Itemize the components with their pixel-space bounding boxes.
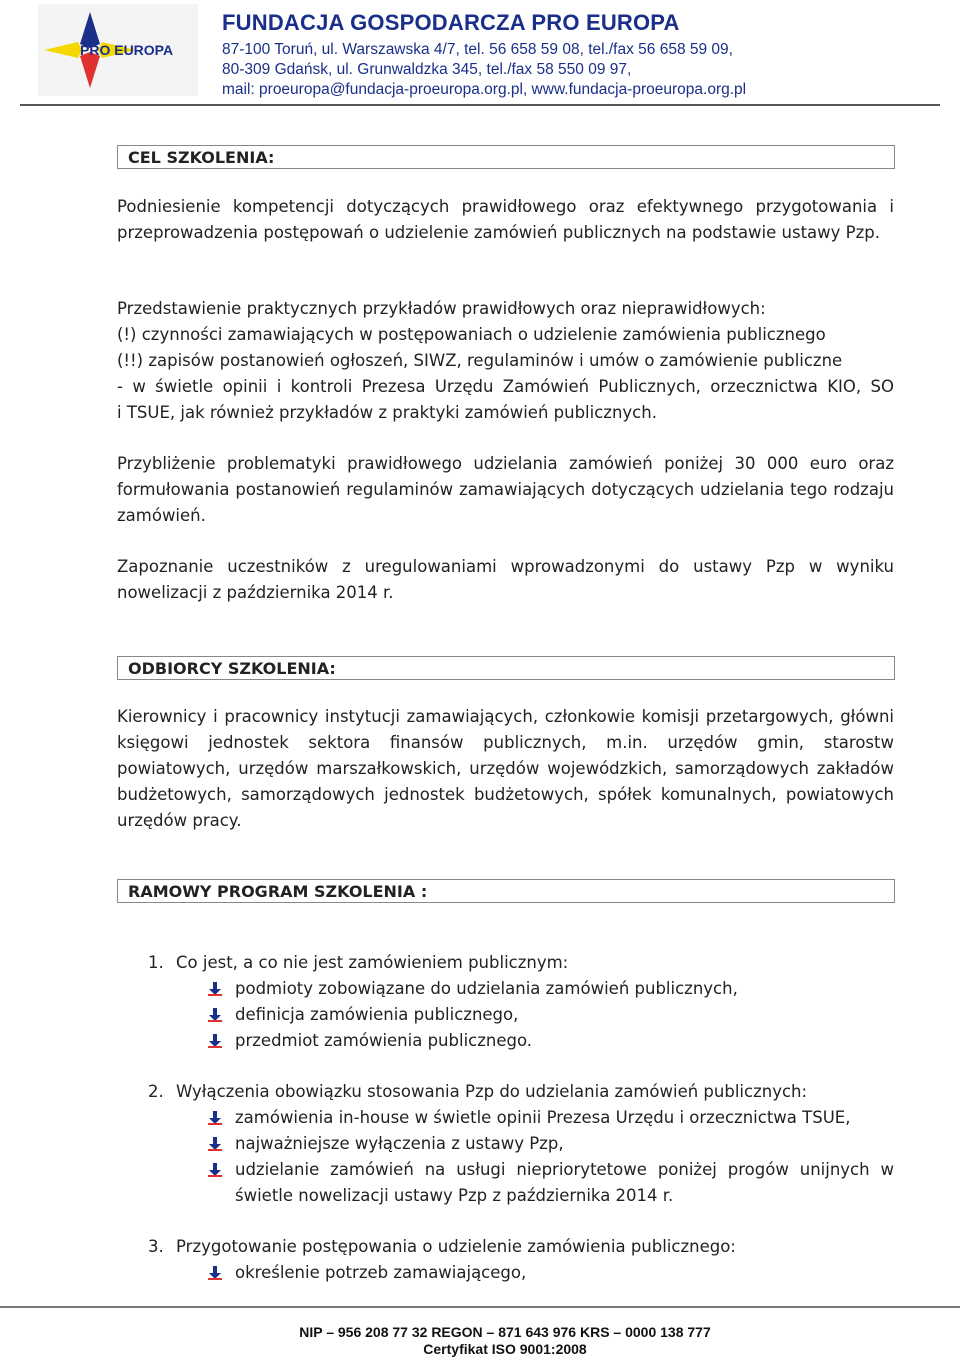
list-item: podmioty zobowiązane do udzielania zamówień publicznych, bbox=[208, 976, 894, 1002]
arrow-down-bullet-icon bbox=[208, 1008, 222, 1022]
item-title: Przygotowanie postępowania o udzielenie zamówienia publicznego: bbox=[176, 1237, 736, 1256]
program-item-3 bbox=[148, 1234, 736, 1260]
arrow-down-bullet-icon bbox=[208, 1163, 222, 1177]
odbiorcy-paragraph: Kierownicy i pracownicy instytucji zamawiających, członkowie komisji przetargowych, główni księgowi jednostek sektora finansów publicznych, m.in. urzędów gmin, starostw powiatowych, urzędów marszałkowskich, urzędów wojewódzkich, samorządowych zakładów budżetowych, samorządowych jednostek budżetowych, spółek komunalnych, powiatowych urzędów pracy. bbox=[117, 707, 894, 830]
cel-p2-line: (!) czynności zamawiających w postępowaniach o udzielenie zamówienia publicznego bbox=[117, 325, 826, 344]
logo-text: PRO EUROPA bbox=[80, 42, 174, 58]
list-item: najważniejsze wyłączenia z ustawy Pzp, bbox=[208, 1131, 894, 1157]
footer-divider bbox=[0, 1306, 960, 1308]
section-heading-odbiorcy: ODBIORCY SZKOLENIA: bbox=[117, 656, 895, 680]
cel-paragraph-1: Podniesienie kompetencji dotyczących prawidłowego oraz efektywnego przygotowania i przeprowadzenia postępowań o udzielenie zamówień publicznych na podstawie ustawy Pzp. bbox=[117, 197, 894, 242]
item-number: 2. bbox=[148, 1082, 164, 1101]
program-item-1 bbox=[148, 950, 568, 976]
footer-registration-numbers: NIP – 956 208 77 32 REGON – 871 643 976 KRS – 0000 138 777 bbox=[299, 1324, 711, 1340]
cel-p2-line: - w świetle opinii i kontroli Prezesa Urzędu Zamówień Publicznych, orzecznictwa KIO, SO bbox=[117, 377, 894, 396]
cel-p2-line: Przedstawienie praktycznych przykładów prawidłowych oraz nieprawidłowych: bbox=[117, 299, 766, 318]
arrow-down-bullet-icon bbox=[208, 1137, 222, 1151]
arrow-down-bullet-icon bbox=[208, 1266, 222, 1280]
organization-name: FUNDACJA GOSPODARCZA PRO EUROPA bbox=[222, 10, 680, 35]
cel-p2-line: i TSUE, jak również przykładów z praktyki zamówień publicznych. bbox=[117, 403, 657, 422]
cel-p2-line: (!!) zapisów postanowień ogłoszeń, SIWZ, regulaminów i umów o zamówienie publiczne bbox=[117, 351, 843, 370]
list-item: przedmiot zamówienia publicznego. bbox=[208, 1028, 894, 1054]
item-number: 1. bbox=[148, 953, 164, 972]
arrow-down-bullet-icon bbox=[208, 1034, 222, 1048]
section-heading-cel: CEL SZKOLENIA: bbox=[117, 145, 895, 169]
list-item: określenie potrzeb zamawiającego, bbox=[208, 1260, 894, 1286]
address-torun: 87-100 Toruń, ul. Warszawska 4/7, tel. 56 658 59 08, tel./fax 56 658 59 09, bbox=[222, 41, 733, 58]
cel-paragraph-3: Przybliżenie problematyki prawidłowego udzielania zamówień poniżej 30 000 euro oraz formułowania postanowień regulaminów zamawiających dotyczących udzielania tego rodzaju zamówień. bbox=[117, 454, 894, 525]
cel-paragraph-2 bbox=[117, 296, 894, 426]
item-title: Wyłączenia obowiązku stosowania Pzp do udzielania zamówień publicznych: bbox=[176, 1082, 808, 1101]
pro-europa-logo bbox=[38, 4, 198, 96]
arrow-down-bullet-icon bbox=[208, 1111, 222, 1125]
footer-iso-certificate: Certyfikat ISO 9001:2008 bbox=[423, 1341, 587, 1357]
list-item: udzielanie zamówień na usługi niepriorytetowe poniżej progów unijnych w świetle nowelizacji ustawy Pzp z października 2014 r. bbox=[208, 1157, 894, 1209]
header-divider bbox=[20, 104, 940, 106]
item-title: Co jest, a co nie jest zamówieniem publicznym: bbox=[176, 953, 569, 972]
arrow-down-bullet-icon bbox=[208, 982, 222, 996]
list-item: definicja zamówienia publicznego, bbox=[208, 1002, 894, 1028]
section-heading-program: RAMOWY PROGRAM SZKOLENIA : bbox=[117, 879, 895, 903]
item-number: 3. bbox=[148, 1237, 164, 1256]
cel-paragraph-4: Zapoznanie uczestników z uregulowaniami wprowadzonymi do ustawy Pzp w wyniku nowelizacji z października 2014 r. bbox=[117, 557, 894, 602]
letterhead bbox=[0, 0, 960, 110]
list-item: zamówienia in-house w świetle opinii Prezesa Urzędu i orzecznictwa TSUE, bbox=[208, 1105, 894, 1131]
contact-email-www[interactable]: mail: proeuropa@fundacja-proeuropa.org.pl, www.fundacja-proeuropa.org.pl bbox=[222, 81, 747, 98]
program-item-2 bbox=[148, 1079, 807, 1105]
address-gdansk: 80-309 Gdańsk, ul. Grunwaldzka 345, tel./fax 58 550 09 97, bbox=[222, 61, 632, 78]
